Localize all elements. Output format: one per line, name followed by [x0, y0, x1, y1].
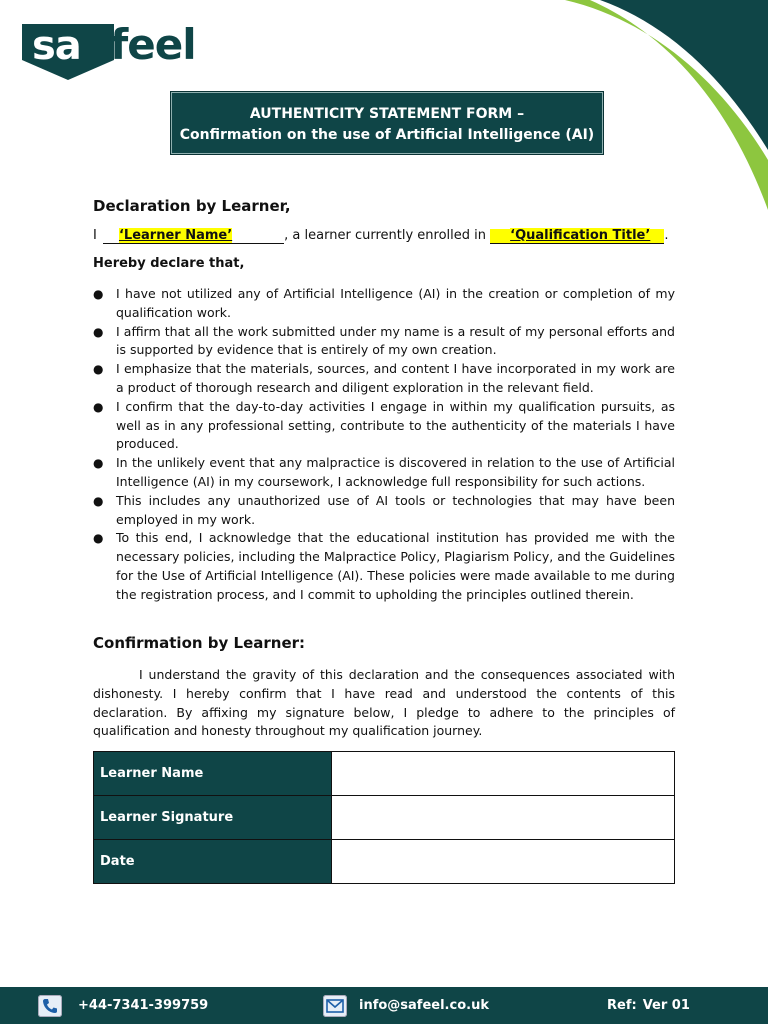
declaration-bullet-list [93, 285, 675, 605]
footer-phone-text: +44-7341-399759 [78, 998, 209, 1013]
footer-email-link[interactable]: info@safeel.co.uk [359, 998, 489, 1013]
footer-phone [38, 987, 208, 1024]
qualification-title-placeholder: ‘Qualification Title’ [510, 228, 651, 243]
list-item: ● This includes any unauthorized use of AI tools or technologies that may have been employed in my work. [93, 492, 675, 527]
logo-text-sa: sa [32, 23, 81, 69]
signature-table [93, 751, 675, 884]
form-title-line2: Confirmation on the use of Artificial Intelligence (AI) [179, 127, 595, 143]
learner-name-label: Learner Name [94, 752, 332, 796]
bullet-icon: ● [93, 362, 104, 377]
footer-ref [607, 987, 690, 1024]
table-row [94, 840, 675, 884]
bullet-icon: ● [93, 456, 104, 471]
declaration-heading: Declaration by Learner, [93, 197, 291, 215]
list-item: ● In the unlikely event that any malpractice is discovered in relation to the use of Artificial Intelligence (AI) in my coursework, I acknowledge full responsibility for such actions. [93, 455, 675, 489]
intro-suffix: . [664, 228, 669, 243]
footer-ref-label: Ref: [607, 998, 637, 1013]
learner-name-blank[interactable] [103, 229, 284, 244]
intro-middle: , a learner currently enrolled in [284, 228, 486, 243]
learner-signature-label: Learner Signature [94, 796, 332, 840]
list-item: ● I emphasize that the materials, sources, and content I have incorporated in my work are a product of thorough research and diligent exploration in the relevant field. [93, 361, 675, 395]
date-label: Date [94, 840, 332, 884]
phone-icon [38, 995, 62, 1017]
list-item: ● I have not utilized any of Artificial Intelligence (AI) in the creation or completion of my qualification work. [93, 286, 675, 320]
safeel-logo [22, 20, 212, 82]
bullet-icon: ● [93, 287, 104, 301]
bullet-icon: ● [93, 493, 104, 508]
list-item: ● I confirm that the day-to-day activities I engage in within my qualification pursuits, as well as in any professional setting, contribute to the authenticity of the materials I have produced. [93, 398, 675, 452]
bullet-icon: ● [93, 531, 104, 546]
page-footer [0, 987, 768, 1024]
footer-ref-value: Ver 01 [642, 998, 690, 1013]
declaration-intro-line [93, 228, 675, 244]
date-field[interactable] [332, 840, 675, 884]
form-title-box [170, 91, 604, 155]
learner-signature-field[interactable] [332, 796, 675, 840]
footer-email [323, 987, 489, 1024]
bullet-icon: ● [93, 324, 104, 339]
hereby-declare-heading: Hereby declare that, [93, 256, 245, 271]
form-title-line1: AUTHENTICITY STATEMENT FORM – [249, 106, 525, 122]
list-item: ● To this end, I acknowledge that the educational institution has provided me with the necessary policies, including the Malpractice Policy, Plagiarism Policy, and the Guidelines for the Use of Artificial Intelligence (AI). These policies were made available to me during the registration process, and I commit to upholding the principles outlined therein. [93, 530, 675, 602]
learner-name-field[interactable] [332, 752, 675, 796]
qualification-title-blank[interactable] [490, 229, 664, 244]
confirmation-paragraph: I understand the gravity of this declaration and the consequences associated with dishonesty. I hereby confirm that I have read and understood the contents of this declaration. By affixing my signature below, I pledge to adhere to the principles of qualification and honesty throughout my qualification journey. [93, 667, 675, 739]
confirmation-heading: Confirmation by Learner: [93, 634, 306, 652]
logo-text-feel: feel [110, 20, 196, 69]
learner-name-placeholder: ‘Learner Name’ [118, 228, 233, 243]
table-row [94, 796, 675, 840]
bullet-icon: ● [93, 399, 104, 414]
intro-prefix: I [93, 228, 97, 243]
mail-icon [323, 995, 347, 1017]
table-row [94, 752, 675, 796]
list-item: ● I affirm that all the work submitted under my name is a result of my personal efforts and is supported by evidence that is entirely of my own creation. [93, 323, 675, 358]
